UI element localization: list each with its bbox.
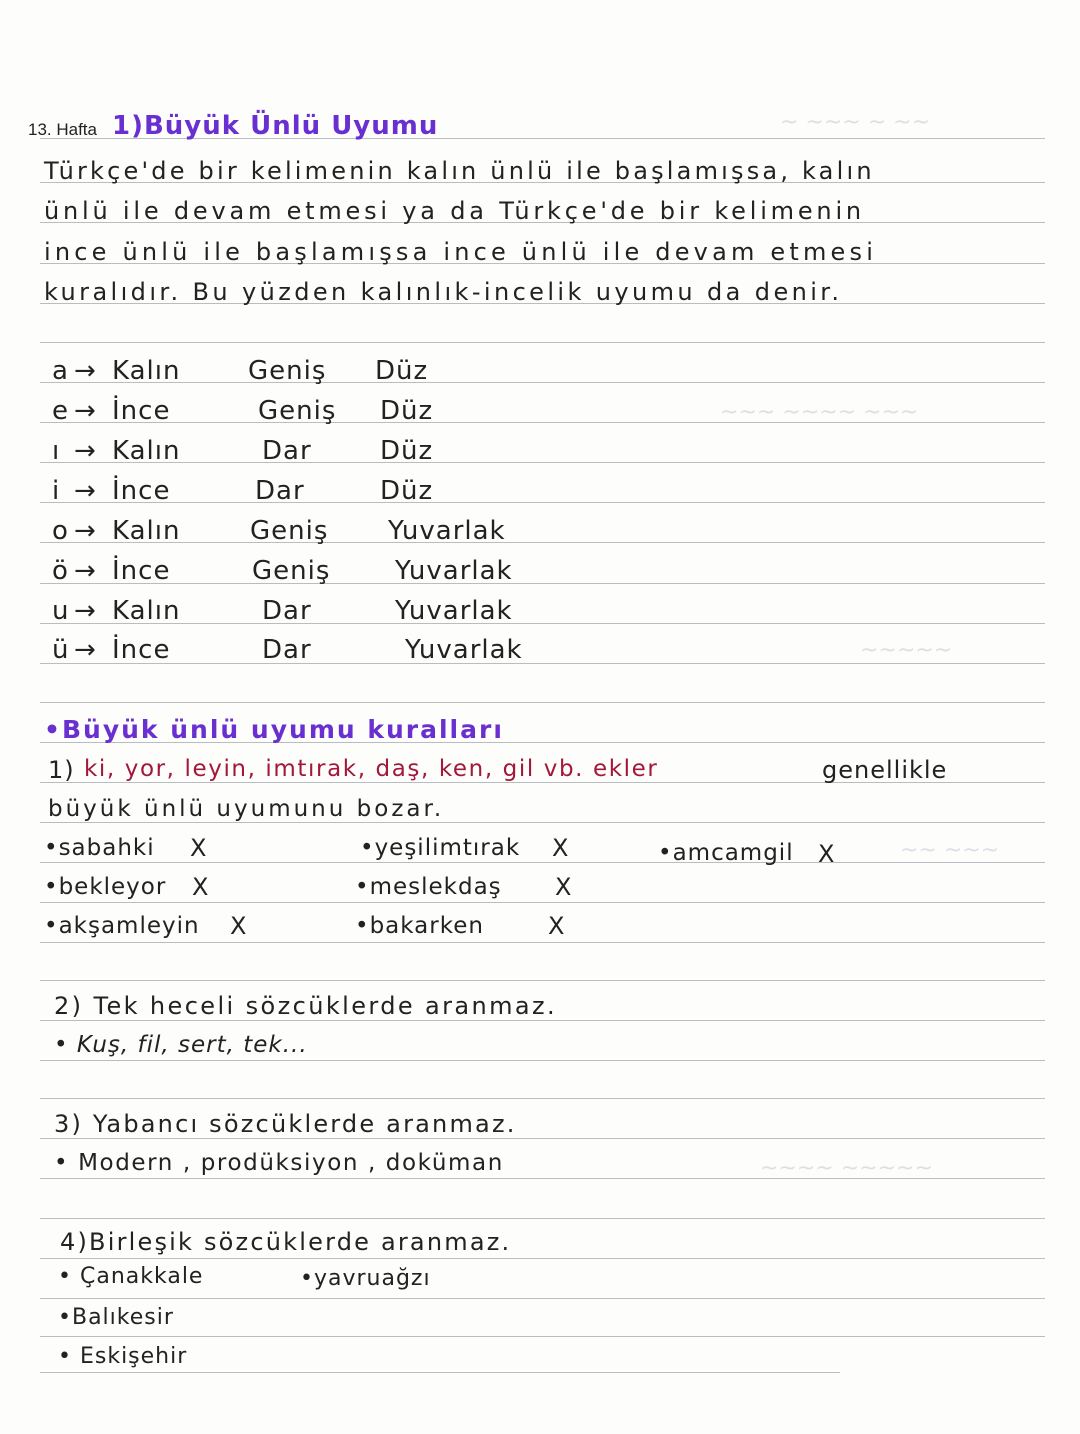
vowel-width: Geniş	[248, 356, 327, 386]
week-tag: 13. Hafta	[28, 120, 97, 139]
intro-line: kuralıdır. Bu yüzden kalınlık-incelik uyumu da denir.	[44, 278, 843, 306]
rule-number: 1)	[48, 756, 75, 784]
vowel-thickness: Kalın	[112, 516, 181, 546]
rule-text: 2) Tek heceli sözcüklerde aranmaz.	[54, 992, 558, 1020]
vowel-letter: ö	[52, 556, 69, 586]
bleed-through-mark: ~~~~ ~~~~~	[760, 1156, 933, 1181]
vowel-width: Geniş	[250, 516, 329, 546]
example-word: •bakarken	[355, 913, 484, 939]
vowel-width: Geniş	[252, 556, 331, 586]
vowel-thickness: İnce	[112, 635, 171, 665]
incorrect-mark-icon: X	[190, 834, 208, 862]
vowel-letter: ü	[52, 635, 70, 665]
vowel-width: Dar	[262, 436, 312, 466]
bleed-through-mark: ~ ~~~ ~ ~~	[780, 110, 931, 135]
arrow-icon: →	[74, 635, 97, 665]
vowel-letter: o	[52, 516, 69, 546]
vowel-width: Dar	[262, 596, 312, 626]
rule-text: 3) Yabancı sözcüklerde aranmaz.	[54, 1110, 517, 1138]
example-word: •yeşilimtırak	[360, 835, 521, 861]
arrow-icon: →	[74, 476, 97, 506]
vowel-shape: Yuvarlak	[395, 556, 513, 586]
vowel-thickness: İnce	[112, 396, 171, 426]
arrow-icon: →	[74, 516, 97, 546]
vowel-thickness: Kalın	[112, 356, 181, 386]
vowel-shape: Düz	[380, 476, 434, 506]
vowel-shape: Yuvarlak	[405, 635, 523, 665]
vowel-shape: Düz	[380, 396, 434, 426]
incorrect-mark-icon: X	[555, 873, 573, 901]
vowel-letter: ı	[52, 436, 61, 466]
example-list: • Kuş, fil, sert, tek...	[54, 1032, 308, 1058]
arrow-icon: →	[74, 436, 97, 466]
vowel-shape: Düz	[375, 356, 429, 386]
example-word: •bekleyor	[44, 874, 167, 900]
arrow-icon: →	[74, 356, 97, 386]
example-word: • Eskişehir	[58, 1344, 188, 1369]
vowel-thickness: Kalın	[112, 596, 181, 626]
incorrect-mark-icon: X	[192, 873, 210, 901]
arrow-icon: →	[74, 596, 97, 626]
vowel-letter: e	[52, 396, 69, 426]
vowel-letter: i	[52, 476, 61, 506]
suffix-list: ki, yor, leyin, imtırak, daş, ken, gil vb. ekler	[84, 756, 659, 782]
rule-text: genellikle	[822, 756, 948, 784]
arrow-icon: →	[74, 556, 97, 586]
example-word: •akşamleyin	[44, 913, 200, 939]
intro-line: ünlü ile devam etmesi ya da Türkçe'de bir kelimenin	[44, 197, 865, 225]
example-word: •amcamgil	[658, 840, 794, 866]
incorrect-mark-icon: X	[552, 834, 570, 862]
bleed-through-mark: ~~ ~~~	[900, 838, 1000, 863]
vowel-letter: a	[52, 356, 69, 386]
vowel-width: Dar	[262, 635, 312, 665]
example-word: •meslekdaş	[355, 874, 502, 900]
incorrect-mark-icon: X	[818, 840, 836, 868]
bleed-through-mark: ~~~ ~~~~ ~~~	[720, 400, 919, 425]
page-title: 1)Büyük Ünlü Uyumu	[112, 111, 439, 141]
vowel-shape: Yuvarlak	[395, 596, 513, 626]
vowel-shape: Düz	[380, 436, 434, 466]
incorrect-mark-icon: X	[548, 912, 566, 940]
example-word: •yavruağzı	[300, 1266, 431, 1291]
vowel-width: Dar	[255, 476, 305, 506]
example-word: • Çanakkale	[58, 1264, 204, 1289]
vowel-letter: u	[52, 596, 70, 626]
intro-line: ince ünlü ile başlamışsa ince ünlü ile devam etmesi	[44, 238, 878, 266]
vowel-width: Geniş	[258, 396, 337, 426]
vowel-thickness: İnce	[112, 556, 171, 586]
vowel-shape: Yuvarlak	[388, 516, 506, 546]
vowel-thickness: Kalın	[112, 436, 181, 466]
arrow-icon: →	[74, 396, 97, 426]
example-word: •sabahki	[44, 835, 155, 861]
bleed-through-mark: ~~~~~	[860, 638, 953, 663]
rule-text: büyük ünlü uyumunu bozar.	[48, 796, 445, 822]
rules-heading: •Büyük ünlü uyumu kuralları	[44, 715, 504, 744]
vowel-thickness: İnce	[112, 476, 171, 506]
example-word: •Balıkesir	[58, 1305, 174, 1330]
example-list: • Modern , prodüksiyon , doküman	[54, 1150, 504, 1176]
incorrect-mark-icon: X	[230, 912, 248, 940]
intro-line: Türkçe'de bir kelimenin kalın ünlü ile başlamışsa, kalın	[44, 157, 875, 185]
rule-text: 4)Birleşik sözcüklerde aranmaz.	[60, 1228, 512, 1256]
